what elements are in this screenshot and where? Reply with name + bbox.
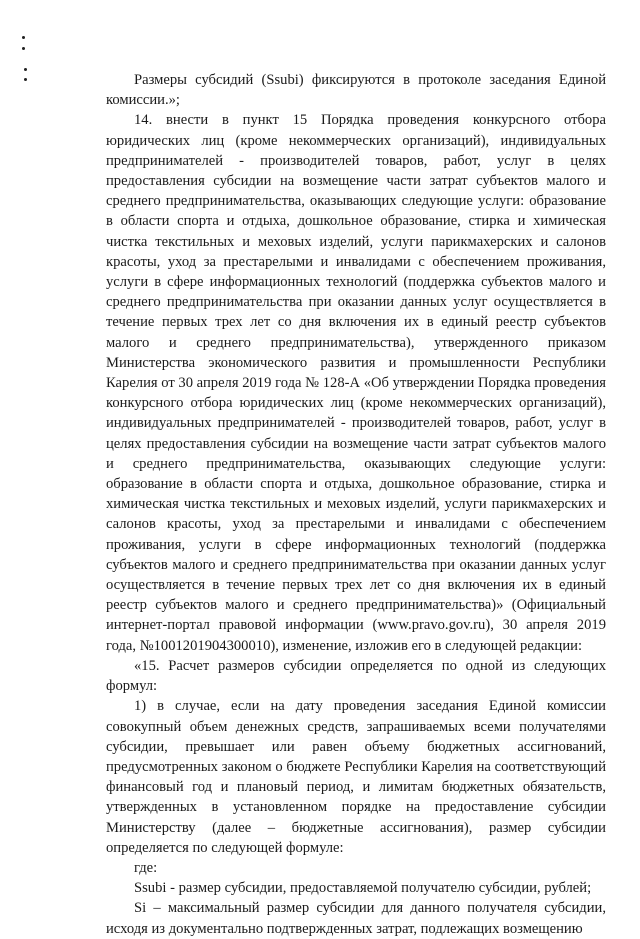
paragraph: где: bbox=[134, 859, 158, 876]
paragraph: 14. внести в пункт 15 Порядка проведения конкурсного отбора юридических лиц (кроме некоммерческих организаций), индивидуальных предпринимателей - производителей товаров, работ, услуг в целях предоставления субсидии на возмещение части затрат субъектов малого и среднего предпринимательства, оказывающих следующие услуги: образование в области спорта и отдыха, дошкольное образование, стирка и химическая чистка текстильных и меховых изделий, услуги парикмахерских и салонов красоты, уход за престарелыми и инвалидами с обеспечением проживания, услуги в сфере информационных технологий (поддержка субъектов малого и среднего предпринимательства при оказании данных услуг осуществляется в течение первых трех лет со дня включения их в единый реестр субъектов малого и среднего предпринимательства), утвержденного приказом Министерства экономического развития и промышленности Республики Карелия от 30 апреля 2019 года № 128-А «Об утверждении Порядка проведения конкурсного отбора юридических лиц (кроме некоммерческих организаций), индивидуальных предпринимателей - производителей товаров, работ, услуг в целях предоставления субсидии на возмещение части затрат субъектов малого и среднего предпринимательства, оказывающих следующие услуги: образование в области спорта и отдыха, дошкольное образование, стирка и химическая чистка текстильных и меховых изделий, услуги парикмахерских и салонов красоты, уход за престарелыми и инвалидами с обеспечением проживания, услуги в сфере информационных технологий (поддержка субъектов малого и среднего предпринимательства при оказании данных услуг осуществляется в течение первых трех лет со дня включения их в единый реестр субъектов малого и среднего предпринимательства)» (Официальный интернет-портал правовой информации (www.pravo.gov.ru), 30 апреля 2019 года, №1001201904300010), изменение, изложив его в следующей редакции: bbox=[106, 112, 606, 654]
margin-mark bbox=[24, 78, 27, 81]
margin-mark bbox=[24, 68, 27, 71]
paragraph: Si – максимальный размер субсидии для данного получателя субсидии, исходя из документально подтвержденных затрат, подлежащих возмещению bbox=[106, 900, 606, 937]
document-body bbox=[106, 70, 606, 939]
paragraph: Ssubi - размер субсидии, предоставляемой получателю субсидии, рублей; bbox=[134, 880, 592, 897]
margin-mark bbox=[22, 36, 25, 39]
paragraph: Размеры субсидий (Ssubi) фиксируются в протоколе заседания Единой комиссии.»; bbox=[106, 72, 606, 109]
margin-mark bbox=[22, 47, 25, 50]
paragraph: 1) в случае, если на дату проведения заседания Единой комиссии совокупный объем денежных средств, запрашиваемых всеми получателями субсидии, превышает или равен объему бюджетных ассигнований, предусмотренных законом о бюджете Республики Карелия на соответствующий финансовый год и плановый период, и лимитам бюджетных обязательств, утвержденных в установленном порядке на предоставление субсидии Министерству (далее – бюджетные ассигнования), размер субсидии определяется по следующей формуле: bbox=[106, 698, 606, 856]
paragraph: «15. Расчет размеров субсидии определяется по одной из следующих формул: bbox=[106, 657, 606, 695]
